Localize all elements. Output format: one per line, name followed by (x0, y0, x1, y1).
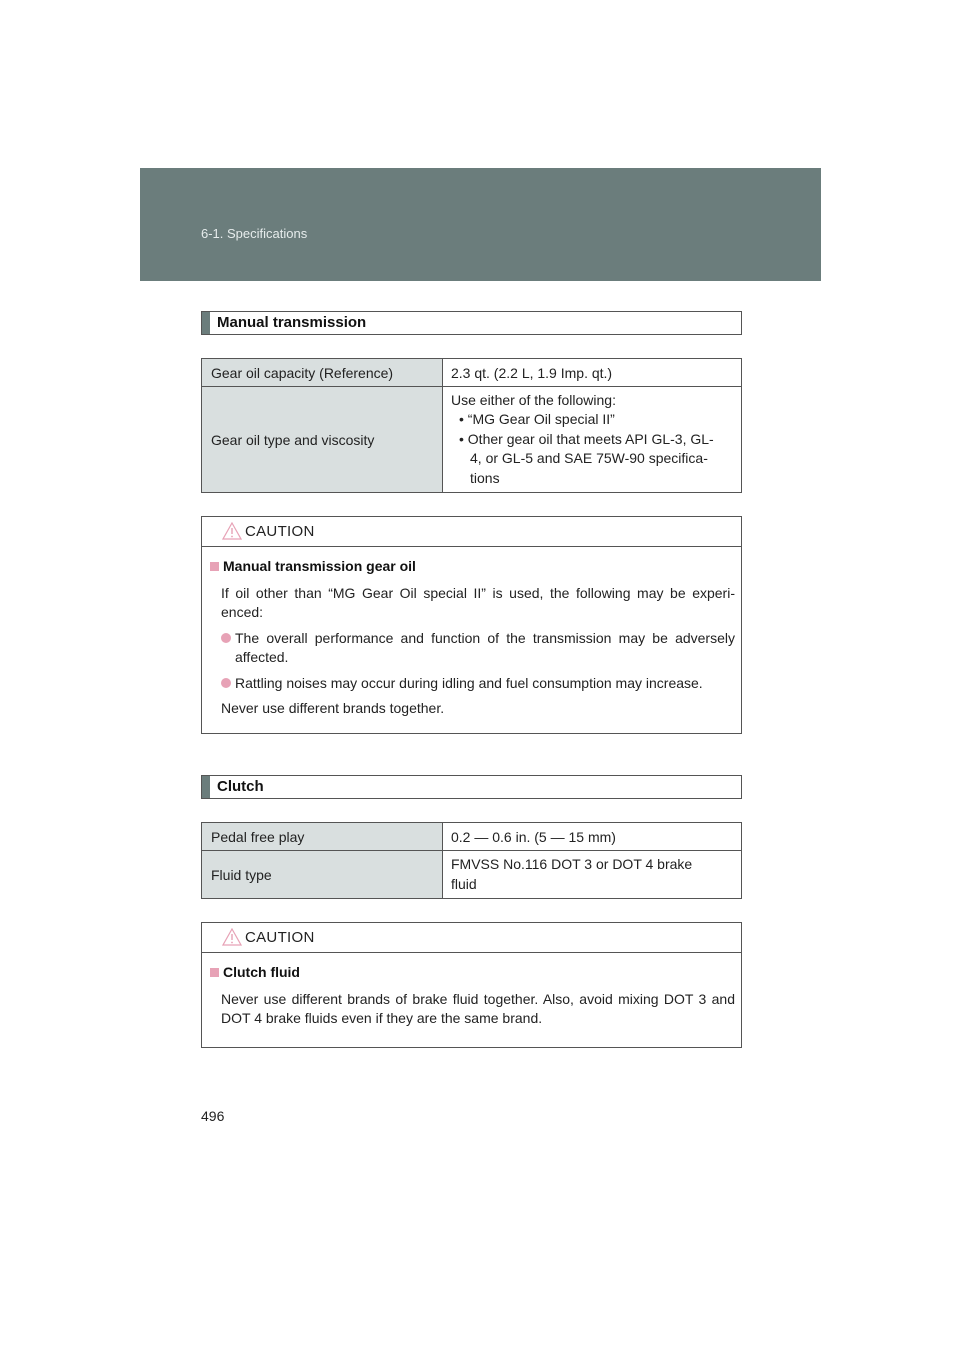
caution-label: CAUTION (245, 523, 315, 540)
square-bullet-icon (210, 562, 219, 571)
table-cell-label: Fluid type (202, 851, 443, 899)
section-title-manual-transmission (201, 311, 742, 335)
caution-label: CAUTION (245, 929, 315, 946)
list-item (210, 629, 735, 668)
caution-subhead-text: Clutch fluid (223, 964, 300, 980)
table-row (202, 823, 742, 851)
circle-bullet-icon (221, 633, 231, 643)
caution-closing: Never use different brands together. (221, 700, 445, 716)
caution-box-gear-oil (201, 516, 742, 734)
caution-intro: If oil other than “MG Gear Oil special II” is used, the following may be experi-enced: (221, 584, 735, 620)
oil-option-2-cont: 4, or GL-5 and SAE 75W-90 specifica- (470, 450, 708, 467)
manual-transmission-table (201, 358, 742, 493)
section-accent (202, 312, 210, 334)
list-item-text: Rattling noises may occur during idling and fuel consumption may increase. (235, 674, 703, 691)
caution-text: Never use different brands of brake fluid together. Also, avoid mixing DOT 3 and DOT 4 brake fluids even if they are the same brand. (221, 990, 735, 1026)
list-item (210, 674, 735, 694)
section-title-clutch (201, 775, 742, 799)
caution-body (202, 547, 741, 733)
page-number: 496 (201, 1108, 225, 1124)
table-row (202, 851, 742, 899)
warning-triangle-icon (222, 928, 242, 946)
table-cell-label: Gear oil type and viscosity (202, 387, 443, 493)
section-title-text: Manual transmission (217, 314, 367, 331)
table-row (202, 387, 742, 493)
oil-option-1: • “MG Gear Oil special II” (459, 411, 615, 428)
clutch-table (201, 822, 742, 899)
caution-header (202, 517, 741, 547)
oil-option-2: • Other gear oil that meets API GL-3, GL- (459, 430, 714, 447)
table-cell-label: Pedal free play (202, 823, 443, 851)
table-cell-value (443, 387, 742, 493)
list-item-text: The overall performance and function of the transmission may be adversely affected. (235, 629, 735, 665)
oil-option-2-cont: tions (470, 469, 500, 486)
caution-subhead (210, 963, 735, 983)
caution-header (202, 923, 741, 953)
caution-subhead (210, 557, 735, 577)
caution-box-clutch-fluid (201, 922, 742, 1048)
table-cell-value: 0.2 — 0.6 in. (5 — 15 mm) (443, 823, 742, 851)
table-row (202, 359, 742, 387)
oil-type-intro: Use either of the following: (451, 391, 616, 408)
warning-triangle-icon (222, 522, 242, 540)
caution-subhead-text: Manual transmission gear oil (223, 558, 416, 574)
caution-body (202, 953, 741, 1047)
section-title-text: Clutch (217, 778, 264, 795)
table-cell-value: 2.3 qt. (2.2 L, 1.9 Imp. qt.) (443, 359, 742, 387)
section-accent (202, 776, 210, 798)
table-cell-label: Gear oil capacity (Reference) (202, 359, 443, 387)
square-bullet-icon (210, 968, 219, 977)
circle-bullet-icon (221, 678, 231, 688)
breadcrumb: 6-1. Specifications (201, 226, 308, 241)
table-cell-value: FMVSS No.116 DOT 3 or DOT 4 brake fluid (443, 851, 742, 899)
chapter-header (140, 168, 821, 281)
